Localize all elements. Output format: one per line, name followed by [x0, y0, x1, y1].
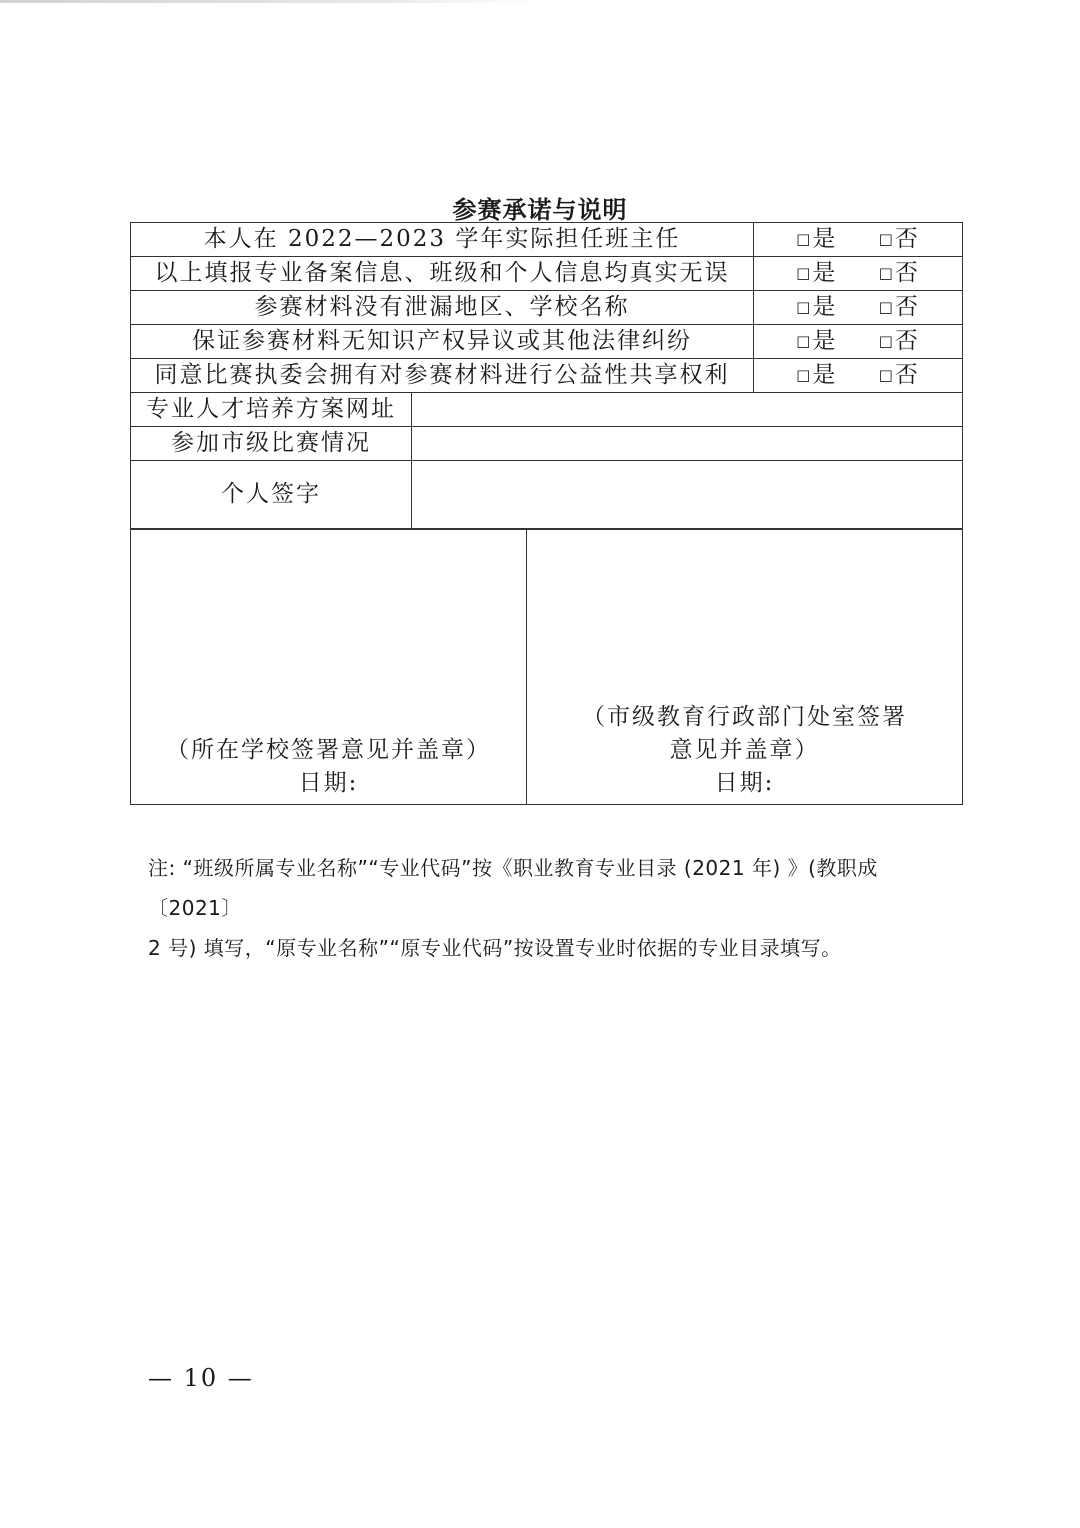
checkbox-icon[interactable]: □: [878, 332, 895, 351]
school-seal-label: （所在学校签署意见并盖章）: [166, 737, 491, 763]
pledge-text: 参赛材料没有泄漏地区、学校名称: [131, 291, 754, 325]
no-option[interactable]: □否: [878, 328, 920, 355]
yes-no-options: [754, 257, 963, 291]
page-title: 参赛承诺与说明: [452, 196, 628, 224]
pledge-text: 保证参赛材料无知识产权异议或其他法律纠纷: [131, 325, 754, 359]
field-row: [131, 393, 963, 427]
program-url-field[interactable]: [412, 393, 963, 427]
city-seal-box[interactable]: [527, 530, 963, 805]
footnote-line: 2 号) 填写，“原专业名称”“原专业代码”按设置专业时依据的专业目录填写。: [148, 936, 842, 960]
signature-field[interactable]: [412, 461, 963, 529]
yes-no-options: [754, 325, 963, 359]
yes-no-options: [754, 223, 963, 257]
yes-option[interactable]: □是: [796, 226, 838, 253]
pledge-row: [131, 223, 963, 257]
pledge-row: [131, 291, 963, 325]
pledge-form-table: [130, 222, 963, 529]
yes-no-options: [754, 291, 963, 325]
field-label: 专业人才培养方案网址: [131, 393, 412, 427]
pledge-row: [131, 257, 963, 291]
footnote: [148, 848, 948, 968]
school-date-label: 日期:: [298, 770, 359, 796]
yes-option[interactable]: □是: [796, 362, 838, 389]
no-option[interactable]: □否: [878, 362, 920, 389]
no-option[interactable]: □否: [878, 294, 920, 321]
checkbox-icon[interactable]: □: [796, 264, 813, 283]
yes-option[interactable]: □是: [796, 328, 838, 355]
seal-table: [130, 529, 963, 805]
field-row: [131, 461, 963, 529]
city-competition-field[interactable]: [412, 427, 963, 461]
checkbox-icon[interactable]: □: [796, 230, 813, 249]
page-number: — 10 —: [148, 1364, 254, 1392]
pledge-row: [131, 359, 963, 393]
checkbox-icon[interactable]: □: [878, 230, 895, 249]
checkbox-icon[interactable]: □: [796, 366, 813, 385]
pledge-text: 同意比赛执委会拥有对参赛材料进行公益性共享权利: [131, 359, 754, 393]
pledge-text: 以上填报专业备案信息、班级和个人信息均真实无误: [131, 257, 754, 291]
city-seal-label: （市级教育行政部门处室签署: [582, 704, 907, 730]
field-row: [131, 427, 963, 461]
school-seal-box[interactable]: [131, 530, 527, 805]
checkbox-icon[interactable]: □: [796, 332, 813, 351]
field-label: 个人签字: [131, 461, 412, 529]
no-option[interactable]: □否: [878, 226, 920, 253]
pledge-text: 本人在 2022—2023 学年实际担任班主任: [131, 223, 754, 257]
checkbox-icon[interactable]: □: [878, 298, 895, 317]
checkbox-icon[interactable]: □: [796, 298, 813, 317]
city-seal-label-cont: 意见并盖章）: [669, 737, 820, 763]
footnote-line: 注: “班级所属专业名称”“专业代码”按《职业教育专业目录 (2021 年) 》(教职成〔2021〕: [148, 856, 878, 920]
pledge-row: [131, 325, 963, 359]
yes-option[interactable]: □是: [796, 260, 838, 287]
city-date-label: 日期:: [714, 770, 775, 796]
checkbox-icon[interactable]: □: [878, 264, 895, 283]
scan-edge-mark: [0, 0, 540, 3]
no-option[interactable]: □否: [878, 260, 920, 287]
field-label: 参加市级比赛情况: [131, 427, 412, 461]
yes-option[interactable]: □是: [796, 294, 838, 321]
yes-no-options: [754, 359, 963, 393]
checkbox-icon[interactable]: □: [878, 366, 895, 385]
